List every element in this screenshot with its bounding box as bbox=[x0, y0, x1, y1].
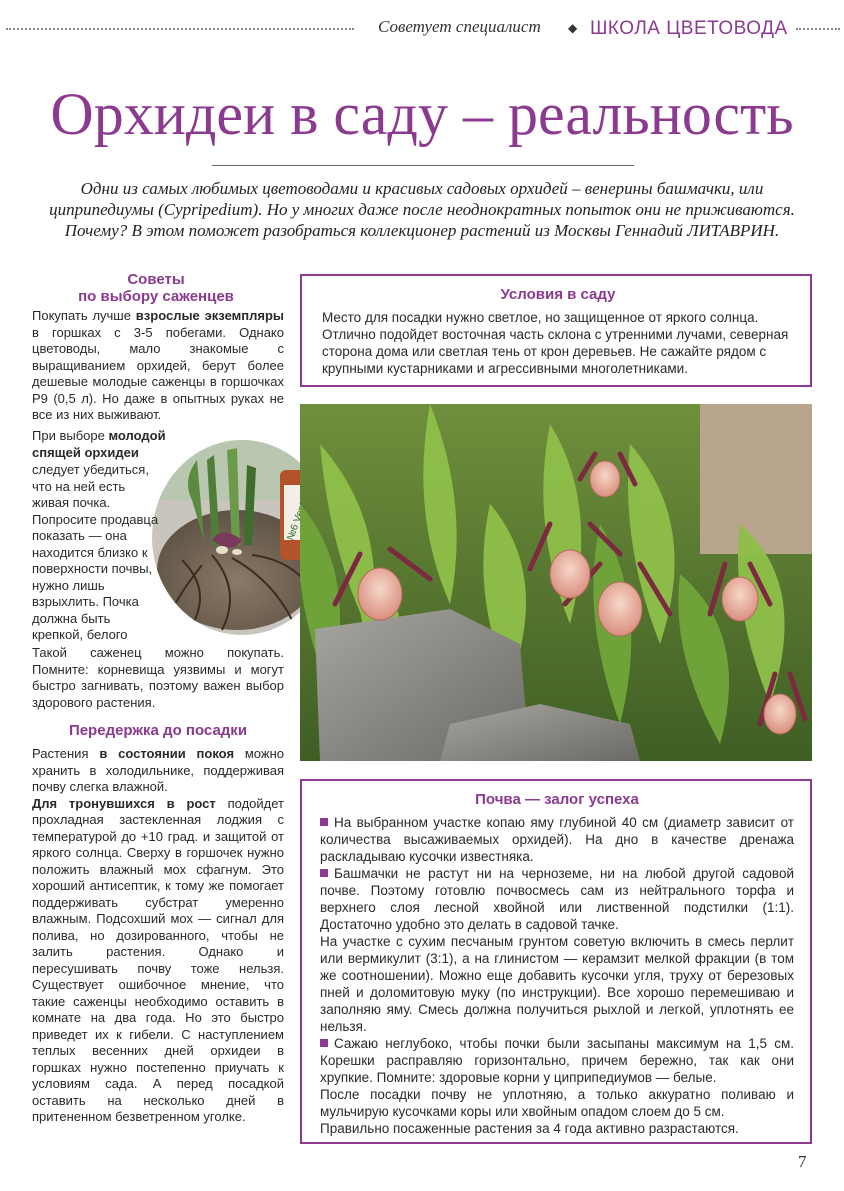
box-soil-text bbox=[320, 814, 794, 1137]
bullet-square-icon bbox=[320, 1039, 328, 1047]
orchid-garden-illustration bbox=[300, 404, 812, 761]
sidebar-paragraph-1: Покупать лучше взрослые экземпляры в горшках с 3-5 побегами. Однако цветоводы, мало знакомые с выращиванием орхидей, берут более дешевые молодые саженцы в горшочках P9 (0,5 л). Но даже в опытных руках не все из них выживают. bbox=[32, 308, 284, 422]
header-dotted-rule-right bbox=[796, 28, 840, 30]
page-title: Орхидеи в саду – реальность bbox=[50, 81, 794, 147]
plant-label-text: №6 bbox=[285, 522, 302, 542]
sidebar-paragraph-2-end: Такой саженец можно покупать. Помните: корневища уязвимы и могут быстро загнивать, поэтому важен выбор здорового растения. bbox=[32, 645, 284, 710]
sidebar-heading-selection: Советы по выбору саженцев bbox=[78, 271, 234, 305]
header-dotted-rule-left bbox=[6, 28, 354, 30]
header-diamond-icon: ◆ bbox=[568, 21, 578, 35]
sidebar-paragraph-2a: При выборе молодой спящей орхидеи bbox=[32, 428, 166, 460]
sidebar-paragraph-2: следует убедиться, что на ней есть живая почка. Попросите продавца показать — она находится близко к поверхности почвы, нужно лишь взрыхлить. Почка должна быть крепкой, белого bbox=[32, 462, 159, 642]
box-soil-paragraph-3: На участке с сухим песчаным грунтом советую включить в смесь перлит или вермикулит (3:1), а на глинистом — керамзит мелкой фракции (в том же соотношении). Можно еще добавить кусочки угля, труху от березовых пней и доломитовую муку (по инструкции). Все хорошо перемешиваю и заполняю яму. Смесь должна получиться рыхлой и легкой, уплотнять ее нельзя. bbox=[320, 934, 794, 1034]
box-soil-item-4: Сажаю неглубоко, чтобы почки были засыпаны максимум на 1,5 см. Корешки расправляю горизонтально, причем бережно, так как они хрупкие. Помните: здоровые корни у циприпедиумов — белые. bbox=[320, 1036, 794, 1085]
sidebar-paragraph-3: Растения в состоянии покоя можно хранить в холодильнике, поддерживая почву слегка влажной. Для тронувшихся в рост подойдет прохладная застекленная лоджия с температурой до +10 град. и защитой от яркого солнца. Сверху в горшочек нужно положить влажный мох сфагнум. Это хороший антисептик, к тому же помогает поддерживать субстрат умеренно влажным. Подсохший мох — сигнал для полива, но дозированного, чтобы не залить растения. Однако и пересушивать почву тоже нельзя. Существует ошибочное мнение, что такие саженцы необходимо оставить в комнате на два года. Но это быстро приведет их к гибели. С наступлением теплых весенних дней орхидеи в горшках нужно постепенно приучать к условиям сада. А перед посадкой оставить на несколько дней в притененном безветренном уголке. bbox=[32, 746, 284, 1124]
title-underline bbox=[212, 165, 634, 166]
bullet-square-icon bbox=[320, 818, 328, 826]
box-garden-conditions-title: Условия в саду bbox=[500, 286, 616, 303]
page-number: 7 bbox=[798, 1152, 807, 1171]
box-soil-item-2: Башмачки не растут ни на черноземе, ни на любой другой садовой почве. Поэтому готовлю почвосмесь сам из нейтрального торфа и верхнего слоя лесной хвойной или лиственной подстилки (1:1). Достаточно удобно это делать в садовой тачке. bbox=[320, 866, 794, 932]
bullet-square-icon bbox=[320, 869, 328, 877]
box-garden-conditions-text: Место для посадки нужно светлое, но защищенное от яркого солнца. Отлично подойдет восточная часть склона с утренними лучами, северная сторона дома или светлая тень от крон деревьев. Не сажайте рядом с крупными кустарниками и агрессивными многолетниками. bbox=[322, 310, 789, 376]
box-soil-paragraph-6: Правильно посаженные растения за 4 года активно разрастаются. bbox=[320, 1121, 739, 1136]
lead-paragraph: Одни из самых любимых цветоводами и красивых садовых орхидей – венерины башмачки, или циприпедиумы (Cypripedium). Но у многих даже после неоднократных попыток они не приживаются. Почему? В этом поможет разобраться коллекционер растений из Москвы Геннадий ЛИТАВРИН. bbox=[49, 179, 795, 240]
box-soil-title: Почва — залог успеха bbox=[475, 791, 639, 808]
box-soil-item-1: На выбранном участке копаю яму глубиной 40 см (диаметр зависит от количества высаживаемых орхидей). На дно в качестве дренажа раскладываю кусочки известняка. bbox=[320, 815, 794, 864]
box-garden-conditions bbox=[300, 274, 812, 387]
box-soil bbox=[300, 779, 812, 1144]
sidebar-heading-storage: Передержка до посадки bbox=[68, 722, 248, 739]
header-rubric: Советует специалист bbox=[378, 17, 541, 36]
orchid-photo bbox=[300, 404, 812, 761]
box-soil-paragraph-5: После посадки почву не уплотняю, а только аккуратно поливаю и мульчирую кусочками коры или хвойным опадом слоем до 5 см. bbox=[320, 1087, 794, 1119]
header-section-title: ШКОЛА ЦВЕТОВОДА bbox=[590, 18, 788, 39]
